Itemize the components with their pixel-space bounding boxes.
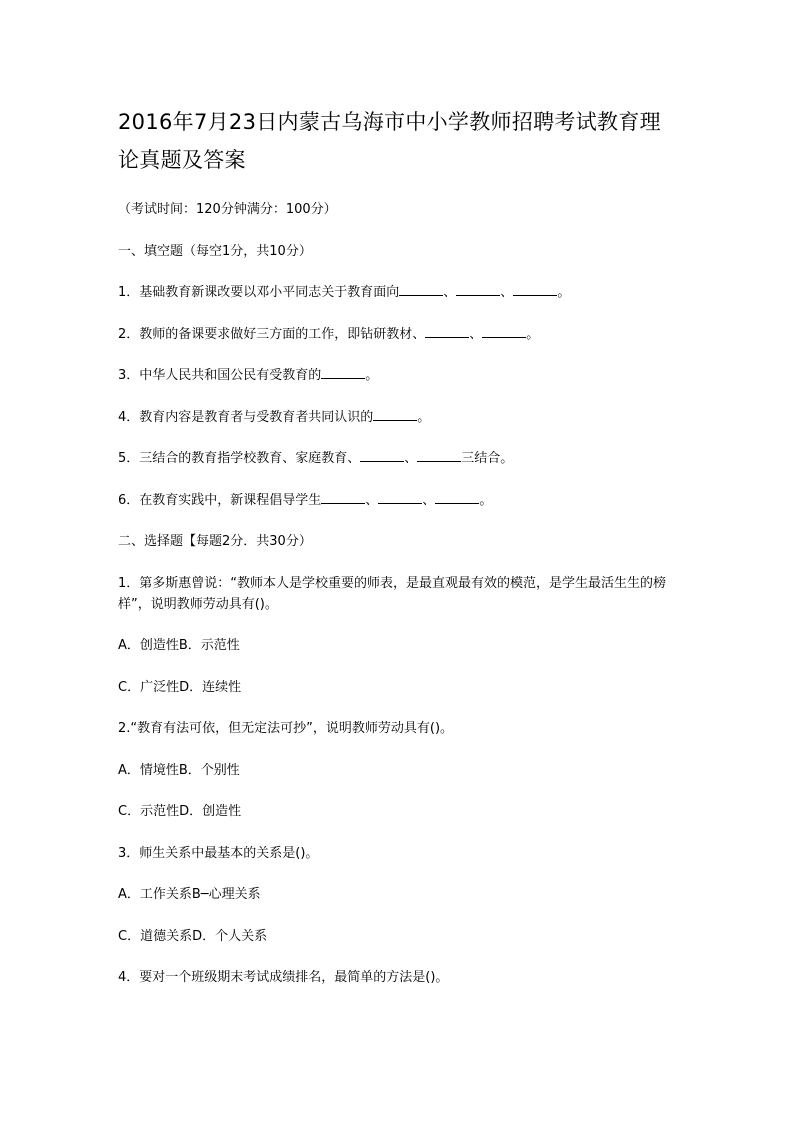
fill-question [118, 324, 678, 345]
question-text: 1．基础教育新课改要以邓小平同志关于教育面向 [118, 285, 400, 300]
separator: 、 [469, 326, 483, 342]
question-end: 。 [526, 326, 540, 342]
answer-options: A．情境性B．个别性 [118, 762, 240, 778]
choice-question: 3．师生关系中最基本的关系是()。 [118, 845, 319, 861]
answer-blank [425, 325, 469, 338]
question-text: 3．中华人民共和国公民有受教育的 [118, 368, 322, 383]
answer-blank [456, 283, 500, 296]
answer-blank [417, 449, 461, 462]
question-end: 。 [365, 368, 379, 383]
answer-blank [321, 366, 365, 379]
choice-questions [118, 573, 678, 989]
fill-question [118, 407, 678, 428]
answer-blank [321, 491, 365, 504]
answer-options: A．工作关系B─心理关系 [118, 887, 261, 902]
separator: 、 [422, 492, 436, 508]
question-text: 6．在教育实践中，新课程倡导学生 [118, 492, 322, 508]
answer-options: C．道德关系D．个人关系 [118, 928, 268, 944]
fill-question [118, 282, 678, 303]
separator: 、 [500, 285, 514, 300]
question-end: 三结合。 [461, 451, 514, 466]
question-end: 。 [479, 492, 493, 508]
answer-blank [373, 408, 417, 421]
choice-question: 2.“教育有法可依，但无定法可抄”，说明教师劳动具有()。 [118, 721, 454, 736]
separator: 、 [404, 451, 418, 466]
answer-blank [513, 283, 557, 296]
separator: 、 [443, 285, 457, 300]
answer-blank [360, 449, 404, 462]
answer-options: C．广泛性D．连续性 [118, 679, 242, 695]
answer-blank [435, 491, 479, 504]
question-text: 2．教师的备课要求做好三方面的工作，即钻研教材、 [118, 326, 426, 342]
section2-heading: 二、选择题【每题2分．共30分） [118, 534, 312, 549]
answer-options: C．示范性D．创造性 [118, 804, 242, 819]
question-text: 5．三结合的教育指学校教育、家庭教育、 [118, 451, 361, 466]
answer-blank [399, 283, 443, 296]
fill-in-questions [118, 282, 678, 511]
question-text: 4．教育内容是教育者与受教育者共同认识的 [118, 409, 374, 425]
question-end: 。 [417, 409, 431, 425]
fill-question [118, 448, 678, 469]
answer-blank [482, 325, 526, 338]
choice-question: 4．要对一个班级期末考试成绩排名，最简单的方法是()。 [118, 970, 449, 985]
answer-blank [378, 491, 422, 504]
document-page [118, 103, 678, 1009]
choice-question: 1．第多斯惠曾说：“教师本人是学校重要的师表，是最直观最有效的模范，是学生最活生生的榜样”，说明教师劳动具有()。 [118, 575, 667, 612]
document-title: 2016年7月23日内蒙古乌海市中小学教师招聘考试教育理论真题及答案 [118, 110, 661, 172]
section1-heading: 一、填空题（每空1分，共10分） [118, 243, 312, 259]
fill-question [118, 490, 678, 511]
exam-info: （考试时间：120分钟满分：100分） [118, 202, 337, 217]
separator: 、 [365, 492, 379, 508]
fill-question [118, 365, 678, 386]
answer-options: A．创造性B．示范性 [118, 638, 240, 653]
question-end: 。 [557, 285, 571, 300]
